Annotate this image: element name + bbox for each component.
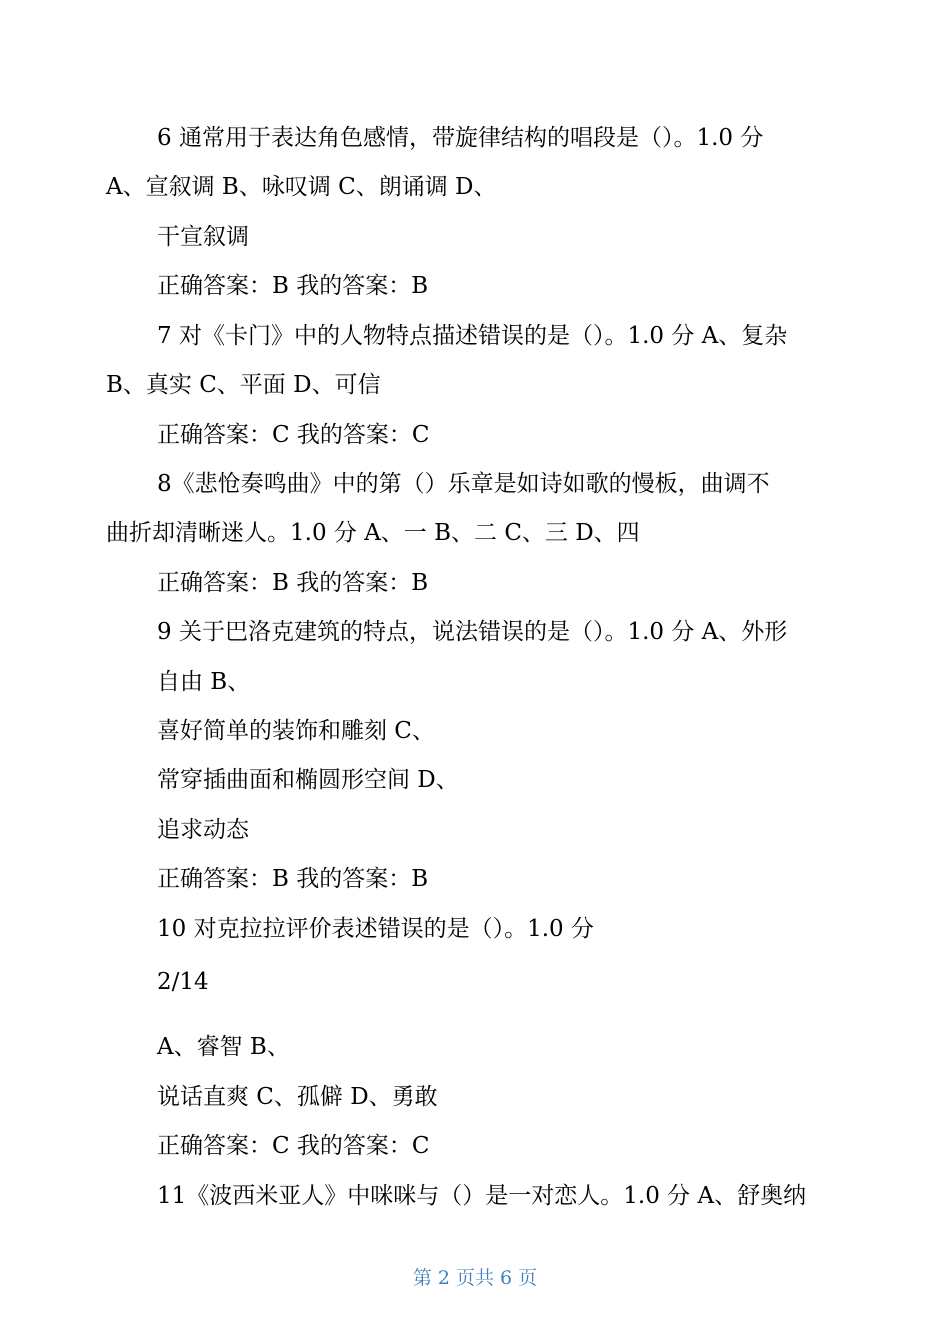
question-9-option-b: 喜好简单的装饰和雕刻 C、 [157,718,435,744]
question-7-answer: 正确答案：C 我的答案：C [157,422,430,448]
question-9-option-d: 追求动态 [157,817,249,843]
question-6-options-cont: 干宣叙调 [157,224,249,250]
page-marker: 2/14 [157,969,209,995]
question-8-answer: 正确答案：B 我的答案：B [157,570,429,596]
question-7-options: B、真实 C、平面 D、可信 [106,372,381,398]
question-9-answer: 正确答案：B 我的答案：B [157,866,429,892]
question-7-stem: 7 对《卡门》中的人物特点描述错误的是（）。1.0 分 A、复杂 [157,323,788,349]
question-10-options: 说话直爽 C、孤僻 D、勇敢 [157,1084,438,1110]
question-9-stem: 9 关于巴洛克建筑的特点，说法错误的是（）。1.0 分 A、外形 [157,619,788,645]
question-10-answer: 正确答案：C 我的答案：C [157,1133,430,1159]
question-9-option-c: 常穿插曲面和椭圆形空间 D、 [157,767,459,793]
question-9-option-a: 自由 B、 [157,669,251,695]
question-10-option-a: A、睿智 B、 [157,1034,290,1060]
question-6-options: A、宣叙调 B、咏叹调 C、朗诵调 D、 [106,174,497,200]
question-10-stem: 10 对克拉拉评价表述错误的是（）。1.0 分 [157,916,594,942]
question-8-stem-cont: 曲折却清晰迷人。1.0 分 A、一 B、二 C、三 D、四 [106,520,640,546]
question-6-stem: 6 通常用于表达角色感情，带旋律结构的唱段是（）。1.0 分 [157,125,764,151]
question-11-stem: 11《波西米亚人》中咪咪与（）是一对恋人。1.0 分 A、舒奥纳 [157,1183,807,1209]
page-footer: 第 2 页共 6 页 [412,1267,538,1289]
question-6-answer: 正确答案：B 我的答案：B [157,273,429,299]
question-8-stem: 8《悲怆奏鸣曲》中的第（）乐章是如诗如歌的慢板，曲调不 [157,471,770,497]
